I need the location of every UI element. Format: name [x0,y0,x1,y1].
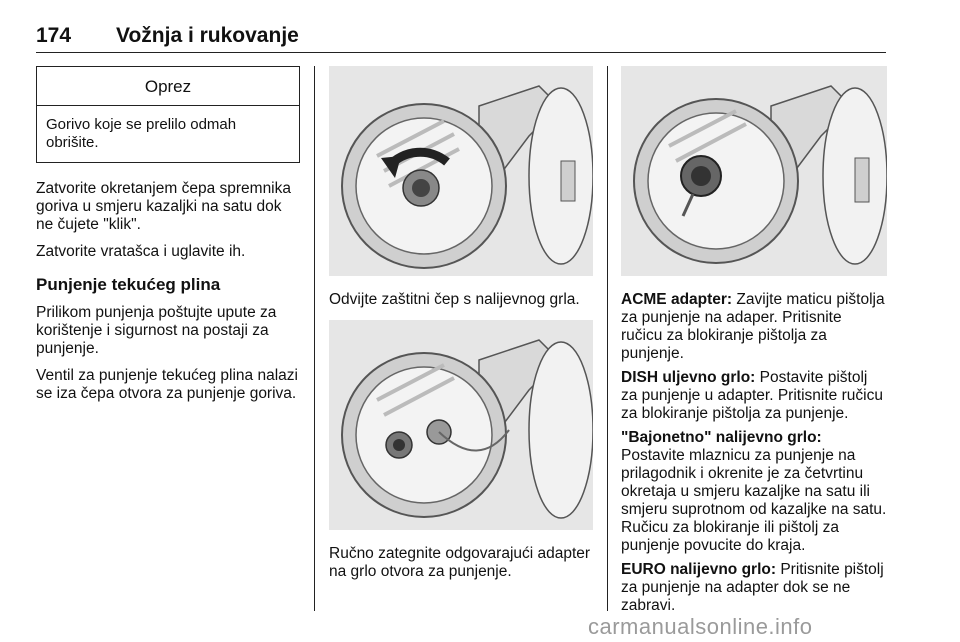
term-text: Zavijte maticu pištolja za punjenje na adaper. Pritisnite ručicu za blokiranje pištolja za punjenje. [621,291,885,362]
term-label: DISH uljevno grlo: [621,369,756,386]
caution-box [36,66,300,163]
caution-text: Gorivo koje se prelilo odmah obrišite. [46,116,237,151]
term-label: EURO nalijevno grlo: [621,561,777,578]
page-header [36,22,886,53]
column-divider [314,66,315,611]
figure-remove-cap [329,66,593,276]
fuel-door-acme-illustration [621,66,887,276]
term-text: Pritisnite pištolj za punjenje na adapter dok se ne zabravi. [621,561,884,614]
fuel-door-adapter-illustration [329,320,593,530]
caution-title: Oprez [37,67,299,106]
paragraph: Zatvorite vratašca i uglavite ih. [36,243,246,260]
section-heading: Punjenje tekućeg plina [36,275,221,294]
column-middle [329,66,593,581]
figure-adapter [329,320,593,530]
page-number: 174 [36,24,72,47]
paragraph: Prilikom punjenja poštujte upute za korištenje i sigurnost na postaji za punjenje. [36,304,277,357]
term-text: Postavite mlaznicu za punjenje na prilagodnik i okrenite je za četvrtinu okretaja u smjeru kazaljke na satu ili smjeru suprotnom od kazaljke na satu. Ručicu za blokiranje ili pištolj za punjenje povucite do kraja. [621,447,887,554]
instruction-dish [621,369,887,423]
figure-acme-adapter [621,66,887,276]
watermark: carmanualsonline.info [588,614,813,639]
column-divider [607,66,608,611]
figure-caption: Odvijte zaštitni čep s nalijevnog grla. [329,291,580,308]
chapter-title: Vožnja i rukovanje [116,24,299,47]
instruction-acme [621,291,887,363]
instruction-euro [621,561,887,615]
fuel-door-illustration [329,66,593,276]
paragraph: Ventil za punjenje tekućeg plina nalazi se iza čepa otvora za punjenje goriva. [36,367,298,402]
column-left [36,66,300,412]
instruction-bayonet [621,429,887,555]
paragraph: Zatvorite okretanjem čepa spremnika goriva u smjeru kazaljki na satu dok ne čujete "klik". [36,180,292,233]
term-label: "Bajonetno" nalijevno grlo: [621,429,822,446]
column-right [621,66,887,621]
term-label: ACME adapter: [621,291,733,308]
term-text: Postavite pištolj za punjenje u adapter. Pritisnite ručicu za blokiranje pištolja za punjenje. [621,369,883,422]
figure-caption: Ručno zategnite odgovarajući adapter na grlo otvora za punjenje. [329,545,591,580]
